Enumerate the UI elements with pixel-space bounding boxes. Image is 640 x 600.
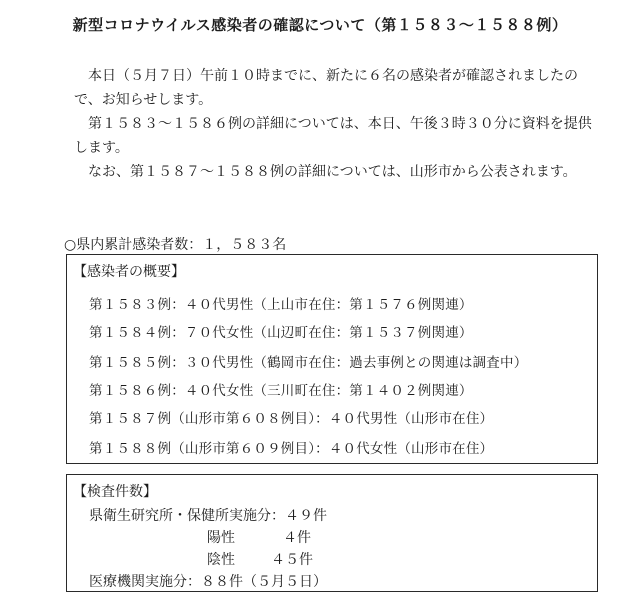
tests-box-header: 【検査件数】 bbox=[73, 484, 157, 500]
negative-label: 陰性 bbox=[207, 552, 235, 568]
case-row: 第１５８６例：４０代女性（三川町在住：第１４０２例関連） bbox=[89, 383, 473, 399]
medical-test-count: 医療機関実施分：８８件（５月５日） bbox=[89, 574, 327, 590]
materials-paragraph: 第１５８３～１５８６例の詳細については、本日、午後３時３０分に資料を提供します。 bbox=[74, 116, 592, 156]
positive-count: ４件 bbox=[283, 530, 311, 546]
case-row: 第１５８４例：７０代女性（山辺町在住：第１５３７例関連） bbox=[89, 325, 473, 341]
case-row: 第１５８５例：３０代男性（鶴岡市在住：過去事例との関連は調査中） bbox=[89, 355, 528, 371]
negative-count: ４５件 bbox=[271, 552, 313, 568]
intro-paragraph: 本日（５月７日）午前１０時までに、新たに６名の感染者が確認されましたので、お知らせします。 bbox=[74, 68, 578, 108]
case-row: 第１５８８例（山形市第６０９例目）：４０代女性（山形市在住） bbox=[89, 441, 494, 457]
cumulative-total: ○県内累計感染者数：１，５８３名 bbox=[64, 237, 287, 253]
cases-box-header: 【感染者の概要】 bbox=[73, 264, 185, 280]
case-row: 第１５８７例（山形市第６０８例目）：４０代男性（山形市在住） bbox=[89, 411, 494, 427]
cases-summary-box bbox=[66, 254, 598, 464]
case-row: 第１５８３例：４０代男性（上山市在住：第１５７６例関連） bbox=[89, 297, 473, 313]
yamagata-city-paragraph: なお、第１５８７～１５８８例の詳細については、山形市から公表されます。 bbox=[88, 164, 577, 180]
positive-label: 陽性 bbox=[207, 530, 235, 546]
document-title: 新型コロナウイルス感染者の確認について（第１５８３～１５８８例） bbox=[72, 16, 568, 34]
test-counts-box bbox=[66, 474, 598, 592]
institute-test-count: 県衛生研究所・保健所実施分：４９件 bbox=[89, 508, 327, 524]
